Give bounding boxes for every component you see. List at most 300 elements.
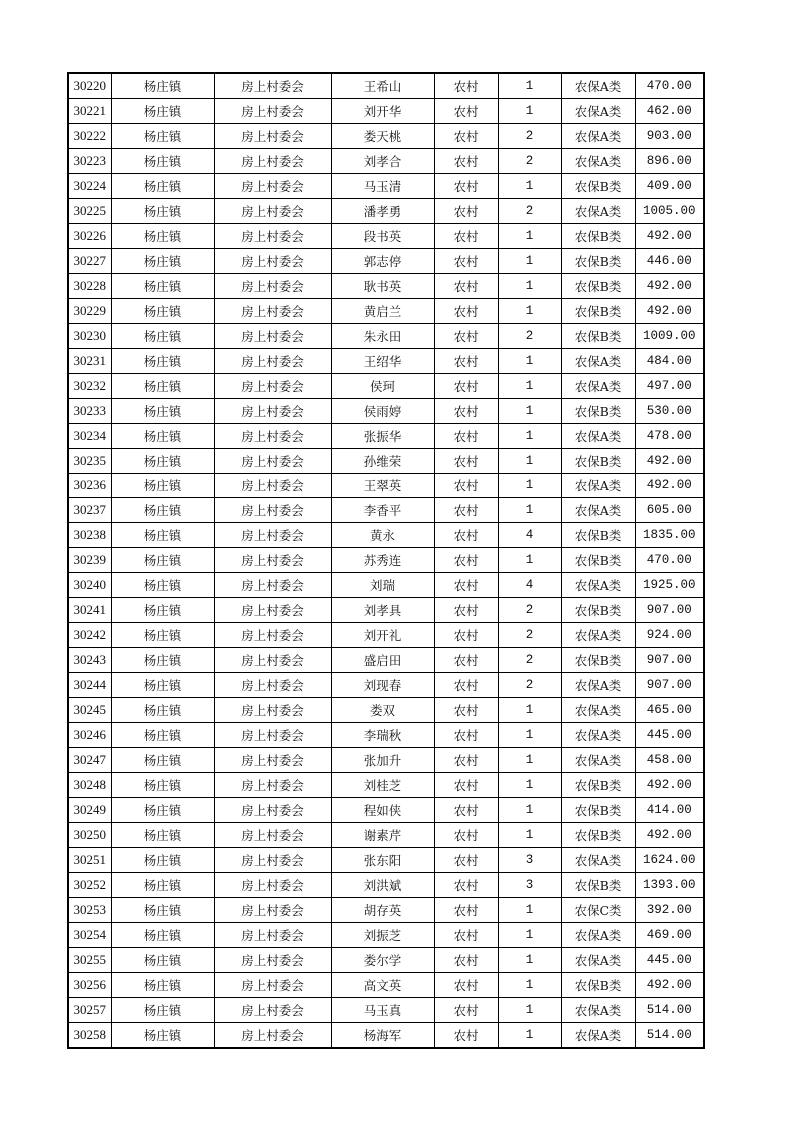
- person-name-cell: 刘瑞: [331, 573, 434, 598]
- village-committee-cell: 房上村委会: [214, 548, 331, 573]
- table-row: [68, 773, 704, 798]
- household-size-cell: 1: [498, 98, 561, 123]
- village-committee-cell: 房上村委会: [214, 623, 331, 648]
- amount-cell: 414.00: [635, 798, 704, 823]
- household-type-cell: 农村: [434, 248, 498, 273]
- household-type-cell: 农村: [434, 323, 498, 348]
- person-name-cell: 李香平: [331, 498, 434, 523]
- table-body: [68, 73, 704, 1048]
- record-id-cell: 30221: [68, 98, 111, 123]
- household-size-cell: 1: [498, 748, 561, 773]
- person-name-cell: 孙维荣: [331, 448, 434, 473]
- town-cell: 杨庄镇: [111, 598, 214, 623]
- amount-cell: 492.00: [635, 473, 704, 498]
- insurance-category-cell: 农保B类: [561, 598, 635, 623]
- person-name-cell: 王翠英: [331, 473, 434, 498]
- household-size-cell: 1: [498, 473, 561, 498]
- household-size-cell: 1: [498, 947, 561, 972]
- person-name-cell: 刘孝具: [331, 598, 434, 623]
- insurance-category-cell: 农保B类: [561, 523, 635, 548]
- household-size-cell: 1: [498, 548, 561, 573]
- insurance-category-cell: 农保B类: [561, 773, 635, 798]
- person-name-cell: 黄启兰: [331, 298, 434, 323]
- amount-cell: 514.00: [635, 997, 704, 1022]
- table-row: [68, 523, 704, 548]
- table-row: [68, 723, 704, 748]
- village-committee-cell: 房上村委会: [214, 997, 331, 1022]
- person-name-cell: 张东阳: [331, 848, 434, 873]
- household-size-cell: 2: [498, 148, 561, 173]
- household-type-cell: 农村: [434, 123, 498, 148]
- town-cell: 杨庄镇: [111, 922, 214, 947]
- amount-cell: 492.00: [635, 773, 704, 798]
- household-size-cell: 1: [498, 223, 561, 248]
- town-cell: 杨庄镇: [111, 373, 214, 398]
- amount-cell: 462.00: [635, 98, 704, 123]
- amount-cell: 469.00: [635, 922, 704, 947]
- record-id-cell: 30226: [68, 223, 111, 248]
- table-row: [68, 373, 704, 398]
- table-row: [68, 498, 704, 523]
- record-id-cell: 30257: [68, 997, 111, 1022]
- town-cell: 杨庄镇: [111, 573, 214, 598]
- town-cell: 杨庄镇: [111, 423, 214, 448]
- amount-cell: 907.00: [635, 648, 704, 673]
- record-id-cell: 30225: [68, 198, 111, 223]
- household-size-cell: 1: [498, 798, 561, 823]
- town-cell: 杨庄镇: [111, 398, 214, 423]
- record-id-cell: 30231: [68, 348, 111, 373]
- record-id-cell: 30224: [68, 173, 111, 198]
- village-committee-cell: 房上村委会: [214, 173, 331, 198]
- insurance-category-cell: 农保B类: [561, 398, 635, 423]
- record-id-cell: 30241: [68, 598, 111, 623]
- household-size-cell: 2: [498, 198, 561, 223]
- insurance-category-cell: 农保A类: [561, 573, 635, 598]
- table-row: [68, 248, 704, 273]
- amount-cell: 492.00: [635, 972, 704, 997]
- town-cell: 杨庄镇: [111, 348, 214, 373]
- household-type-cell: 农村: [434, 698, 498, 723]
- record-id-cell: 30230: [68, 323, 111, 348]
- town-cell: 杨庄镇: [111, 273, 214, 298]
- household-type-cell: 农村: [434, 873, 498, 898]
- insurance-category-cell: 农保A类: [561, 198, 635, 223]
- village-committee-cell: 房上村委会: [214, 248, 331, 273]
- village-committee-cell: 房上村委会: [214, 498, 331, 523]
- insurance-category-cell: 农保A类: [561, 473, 635, 498]
- household-type-cell: 农村: [434, 623, 498, 648]
- insurance-category-cell: 农保C类: [561, 897, 635, 922]
- household-size-cell: 1: [498, 273, 561, 298]
- amount-cell: 903.00: [635, 123, 704, 148]
- person-name-cell: 马玉真: [331, 997, 434, 1022]
- amount-cell: 1005.00: [635, 198, 704, 223]
- insurance-category-cell: 农保B类: [561, 173, 635, 198]
- town-cell: 杨庄镇: [111, 148, 214, 173]
- record-id-cell: 30256: [68, 972, 111, 997]
- village-committee-cell: 房上村委会: [214, 323, 331, 348]
- town-cell: 杨庄镇: [111, 198, 214, 223]
- person-name-cell: 刘现春: [331, 673, 434, 698]
- town-cell: 杨庄镇: [111, 323, 214, 348]
- person-name-cell: 高文英: [331, 972, 434, 997]
- table-row: [68, 348, 704, 373]
- household-type-cell: 农村: [434, 473, 498, 498]
- village-committee-cell: 房上村委会: [214, 848, 331, 873]
- amount-cell: 484.00: [635, 348, 704, 373]
- insurance-category-cell: 农保A类: [561, 922, 635, 947]
- amount-cell: 907.00: [635, 598, 704, 623]
- table-row: [68, 997, 704, 1022]
- village-committee-cell: 房上村委会: [214, 473, 331, 498]
- household-type-cell: 农村: [434, 723, 498, 748]
- insurance-category-cell: 农保B类: [561, 798, 635, 823]
- household-size-cell: 1: [498, 348, 561, 373]
- town-cell: 杨庄镇: [111, 223, 214, 248]
- household-type-cell: 农村: [434, 773, 498, 798]
- person-name-cell: 段书英: [331, 223, 434, 248]
- record-id-cell: 30235: [68, 448, 111, 473]
- record-id-cell: 30244: [68, 673, 111, 698]
- table-row: [68, 173, 704, 198]
- insurance-category-cell: 农保B类: [561, 273, 635, 298]
- household-size-cell: 2: [498, 123, 561, 148]
- town-cell: 杨庄镇: [111, 798, 214, 823]
- person-name-cell: 杨海军: [331, 1022, 434, 1047]
- insurance-category-cell: 农保A类: [561, 373, 635, 398]
- table-row: [68, 598, 704, 623]
- amount-cell: 458.00: [635, 748, 704, 773]
- record-id-cell: 30255: [68, 947, 111, 972]
- insurance-category-cell: 农保A类: [561, 498, 635, 523]
- table-row: [68, 548, 704, 573]
- table-row: [68, 148, 704, 173]
- village-committee-cell: 房上村委会: [214, 698, 331, 723]
- record-id-cell: 30222: [68, 123, 111, 148]
- record-id-cell: 30253: [68, 897, 111, 922]
- household-size-cell: 1: [498, 823, 561, 848]
- table-row: [68, 873, 704, 898]
- table-row: [68, 1022, 704, 1047]
- amount-cell: 445.00: [635, 723, 704, 748]
- village-committee-cell: 房上村委会: [214, 73, 331, 98]
- village-committee-cell: 房上村委会: [214, 748, 331, 773]
- household-size-cell: 1: [498, 448, 561, 473]
- table-row: [68, 922, 704, 947]
- amount-cell: 392.00: [635, 897, 704, 922]
- person-name-cell: 李瑞秋: [331, 723, 434, 748]
- person-name-cell: 刘振芝: [331, 922, 434, 947]
- village-committee-cell: 房上村委会: [214, 972, 331, 997]
- record-id-cell: 30220: [68, 73, 111, 98]
- record-id-cell: 30258: [68, 1022, 111, 1047]
- household-size-cell: 3: [498, 848, 561, 873]
- person-name-cell: 黄永: [331, 523, 434, 548]
- household-type-cell: 农村: [434, 223, 498, 248]
- household-size-cell: 1: [498, 73, 561, 98]
- village-committee-cell: 房上村委会: [214, 198, 331, 223]
- insurance-category-cell: 农保B类: [561, 823, 635, 848]
- town-cell: 杨庄镇: [111, 73, 214, 98]
- person-name-cell: 马玉清: [331, 173, 434, 198]
- insurance-category-cell: 农保A类: [561, 98, 635, 123]
- person-name-cell: 刘桂芝: [331, 773, 434, 798]
- household-size-cell: 1: [498, 248, 561, 273]
- insurance-category-cell: 农保A类: [561, 848, 635, 873]
- table-row: [68, 73, 704, 98]
- table-row: [68, 698, 704, 723]
- village-committee-cell: 房上村委会: [214, 523, 331, 548]
- town-cell: 杨庄镇: [111, 698, 214, 723]
- table-row: [68, 848, 704, 873]
- town-cell: 杨庄镇: [111, 473, 214, 498]
- household-type-cell: 农村: [434, 373, 498, 398]
- village-committee-cell: 房上村委会: [214, 673, 331, 698]
- amount-cell: 470.00: [635, 73, 704, 98]
- town-cell: 杨庄镇: [111, 448, 214, 473]
- household-size-cell: 2: [498, 598, 561, 623]
- town-cell: 杨庄镇: [111, 848, 214, 873]
- household-size-cell: 1: [498, 972, 561, 997]
- insurance-category-cell: 农保A类: [561, 623, 635, 648]
- amount-cell: 896.00: [635, 148, 704, 173]
- table-row: [68, 198, 704, 223]
- person-name-cell: 苏秀连: [331, 548, 434, 573]
- amount-cell: 530.00: [635, 398, 704, 423]
- household-type-cell: 农村: [434, 1022, 498, 1047]
- person-name-cell: 娄天桃: [331, 123, 434, 148]
- village-committee-cell: 房上村委会: [214, 947, 331, 972]
- record-id-cell: 30238: [68, 523, 111, 548]
- household-type-cell: 农村: [434, 423, 498, 448]
- insurance-category-cell: 农保A类: [561, 423, 635, 448]
- household-size-cell: 1: [498, 398, 561, 423]
- village-committee-cell: 房上村委会: [214, 897, 331, 922]
- person-name-cell: 郭志停: [331, 248, 434, 273]
- household-type-cell: 农村: [434, 73, 498, 98]
- amount-cell: 409.00: [635, 173, 704, 198]
- person-name-cell: 谢素芹: [331, 823, 434, 848]
- household-type-cell: 农村: [434, 897, 498, 922]
- table-row: [68, 298, 704, 323]
- village-committee-cell: 房上村委会: [214, 98, 331, 123]
- village-committee-cell: 房上村委会: [214, 773, 331, 798]
- table-row: [68, 423, 704, 448]
- household-type-cell: 农村: [434, 947, 498, 972]
- table-row: [68, 123, 704, 148]
- insurance-category-cell: 农保A类: [561, 148, 635, 173]
- insurance-category-cell: 农保A类: [561, 698, 635, 723]
- amount-cell: 907.00: [635, 673, 704, 698]
- person-name-cell: 刘孝合: [331, 148, 434, 173]
- household-size-cell: 2: [498, 623, 561, 648]
- insurance-category-cell: 农保A类: [561, 123, 635, 148]
- household-type-cell: 农村: [434, 548, 498, 573]
- household-type-cell: 农村: [434, 823, 498, 848]
- village-committee-cell: 房上村委会: [214, 123, 331, 148]
- town-cell: 杨庄镇: [111, 673, 214, 698]
- town-cell: 杨庄镇: [111, 248, 214, 273]
- record-id-cell: 30242: [68, 623, 111, 648]
- household-size-cell: 2: [498, 648, 561, 673]
- table-row: [68, 98, 704, 123]
- record-id-cell: 30246: [68, 723, 111, 748]
- amount-cell: 492.00: [635, 448, 704, 473]
- insurance-category-cell: 农保B类: [561, 972, 635, 997]
- insurance-category-cell: 农保B类: [561, 323, 635, 348]
- town-cell: 杨庄镇: [111, 523, 214, 548]
- household-type-cell: 农村: [434, 598, 498, 623]
- person-name-cell: 胡存英: [331, 897, 434, 922]
- town-cell: 杨庄镇: [111, 123, 214, 148]
- table-row: [68, 748, 704, 773]
- person-name-cell: 王希山: [331, 73, 434, 98]
- table-row: [68, 798, 704, 823]
- household-type-cell: 农村: [434, 523, 498, 548]
- household-type-cell: 农村: [434, 673, 498, 698]
- household-size-cell: 1: [498, 298, 561, 323]
- record-id-cell: 30239: [68, 548, 111, 573]
- person-name-cell: 刘开礼: [331, 623, 434, 648]
- village-committee-cell: 房上村委会: [214, 573, 331, 598]
- table-row: [68, 273, 704, 298]
- village-committee-cell: 房上村委会: [214, 223, 331, 248]
- household-size-cell: 1: [498, 773, 561, 798]
- amount-cell: 446.00: [635, 248, 704, 273]
- table-row: [68, 473, 704, 498]
- town-cell: 杨庄镇: [111, 773, 214, 798]
- amount-cell: 492.00: [635, 823, 704, 848]
- insurance-category-cell: 农保B类: [561, 248, 635, 273]
- person-name-cell: 潘孝勇: [331, 198, 434, 223]
- amount-cell: 1624.00: [635, 848, 704, 873]
- table-row: [68, 573, 704, 598]
- village-committee-cell: 房上村委会: [214, 448, 331, 473]
- record-id-cell: 30237: [68, 498, 111, 523]
- household-type-cell: 农村: [434, 148, 498, 173]
- record-id-cell: 30254: [68, 922, 111, 947]
- record-id-cell: 30245: [68, 698, 111, 723]
- town-cell: 杨庄镇: [111, 823, 214, 848]
- village-committee-cell: 房上村委会: [214, 348, 331, 373]
- household-type-cell: 农村: [434, 922, 498, 947]
- amount-cell: 445.00: [635, 947, 704, 972]
- town-cell: 杨庄镇: [111, 98, 214, 123]
- amount-cell: 924.00: [635, 623, 704, 648]
- amount-cell: 1925.00: [635, 573, 704, 598]
- record-id-cell: 30223: [68, 148, 111, 173]
- village-committee-cell: 房上村委会: [214, 823, 331, 848]
- insurance-category-cell: 农保B类: [561, 548, 635, 573]
- record-id-cell: 30229: [68, 298, 111, 323]
- insurance-category-cell: 农保A类: [561, 997, 635, 1022]
- insurance-category-cell: 农保A类: [561, 1022, 635, 1047]
- record-id-cell: 30252: [68, 873, 111, 898]
- record-id-cell: 30247: [68, 748, 111, 773]
- record-id-cell: 30236: [68, 473, 111, 498]
- town-cell: 杨庄镇: [111, 1022, 214, 1047]
- town-cell: 杨庄镇: [111, 298, 214, 323]
- insurance-category-cell: 农保A类: [561, 748, 635, 773]
- record-id-cell: 30240: [68, 573, 111, 598]
- beneficiary-table: [67, 72, 705, 1049]
- household-type-cell: 农村: [434, 498, 498, 523]
- record-id-cell: 30227: [68, 248, 111, 273]
- table-row: [68, 223, 704, 248]
- village-committee-cell: 房上村委会: [214, 723, 331, 748]
- amount-cell: 470.00: [635, 548, 704, 573]
- amount-cell: 514.00: [635, 1022, 704, 1047]
- record-id-cell: 30232: [68, 373, 111, 398]
- person-name-cell: 娄双: [331, 698, 434, 723]
- village-committee-cell: 房上村委会: [214, 423, 331, 448]
- amount-cell: 492.00: [635, 298, 704, 323]
- household-type-cell: 农村: [434, 972, 498, 997]
- household-size-cell: 1: [498, 698, 561, 723]
- amount-cell: 497.00: [635, 373, 704, 398]
- table-row: [68, 673, 704, 698]
- table-row: [68, 947, 704, 972]
- household-type-cell: 农村: [434, 648, 498, 673]
- person-name-cell: 王绍华: [331, 348, 434, 373]
- person-name-cell: 耿书英: [331, 273, 434, 298]
- amount-cell: 465.00: [635, 698, 704, 723]
- insurance-category-cell: 农保B类: [561, 873, 635, 898]
- amount-cell: 478.00: [635, 423, 704, 448]
- insurance-category-cell: 农保B类: [561, 223, 635, 248]
- town-cell: 杨庄镇: [111, 972, 214, 997]
- household-type-cell: 农村: [434, 748, 498, 773]
- household-size-cell: 1: [498, 897, 561, 922]
- record-id-cell: 30234: [68, 423, 111, 448]
- household-size-cell: 1: [498, 373, 561, 398]
- insurance-category-cell: 农保B类: [561, 448, 635, 473]
- household-size-cell: 1: [498, 997, 561, 1022]
- household-size-cell: 4: [498, 573, 561, 598]
- household-size-cell: 1: [498, 1022, 561, 1047]
- village-committee-cell: 房上村委会: [214, 922, 331, 947]
- household-type-cell: 农村: [434, 448, 498, 473]
- village-committee-cell: 房上村委会: [214, 273, 331, 298]
- village-committee-cell: 房上村委会: [214, 298, 331, 323]
- table-row: [68, 448, 704, 473]
- town-cell: 杨庄镇: [111, 173, 214, 198]
- insurance-category-cell: 农保A类: [561, 348, 635, 373]
- town-cell: 杨庄镇: [111, 723, 214, 748]
- household-size-cell: 4: [498, 523, 561, 548]
- town-cell: 杨庄镇: [111, 947, 214, 972]
- table-row: [68, 972, 704, 997]
- household-type-cell: 农村: [434, 173, 498, 198]
- person-name-cell: 刘开华: [331, 98, 434, 123]
- household-size-cell: 3: [498, 873, 561, 898]
- record-id-cell: 30248: [68, 773, 111, 798]
- household-type-cell: 农村: [434, 98, 498, 123]
- household-size-cell: 1: [498, 498, 561, 523]
- person-name-cell: 娄尔学: [331, 947, 434, 972]
- table-row: [68, 823, 704, 848]
- amount-cell: 492.00: [635, 223, 704, 248]
- insurance-category-cell: 农保B类: [561, 648, 635, 673]
- person-name-cell: 朱永田: [331, 323, 434, 348]
- amount-cell: 605.00: [635, 498, 704, 523]
- village-committee-cell: 房上村委会: [214, 648, 331, 673]
- household-size-cell: 1: [498, 173, 561, 198]
- table-row: [68, 323, 704, 348]
- village-committee-cell: 房上村委会: [214, 798, 331, 823]
- amount-cell: 1835.00: [635, 523, 704, 548]
